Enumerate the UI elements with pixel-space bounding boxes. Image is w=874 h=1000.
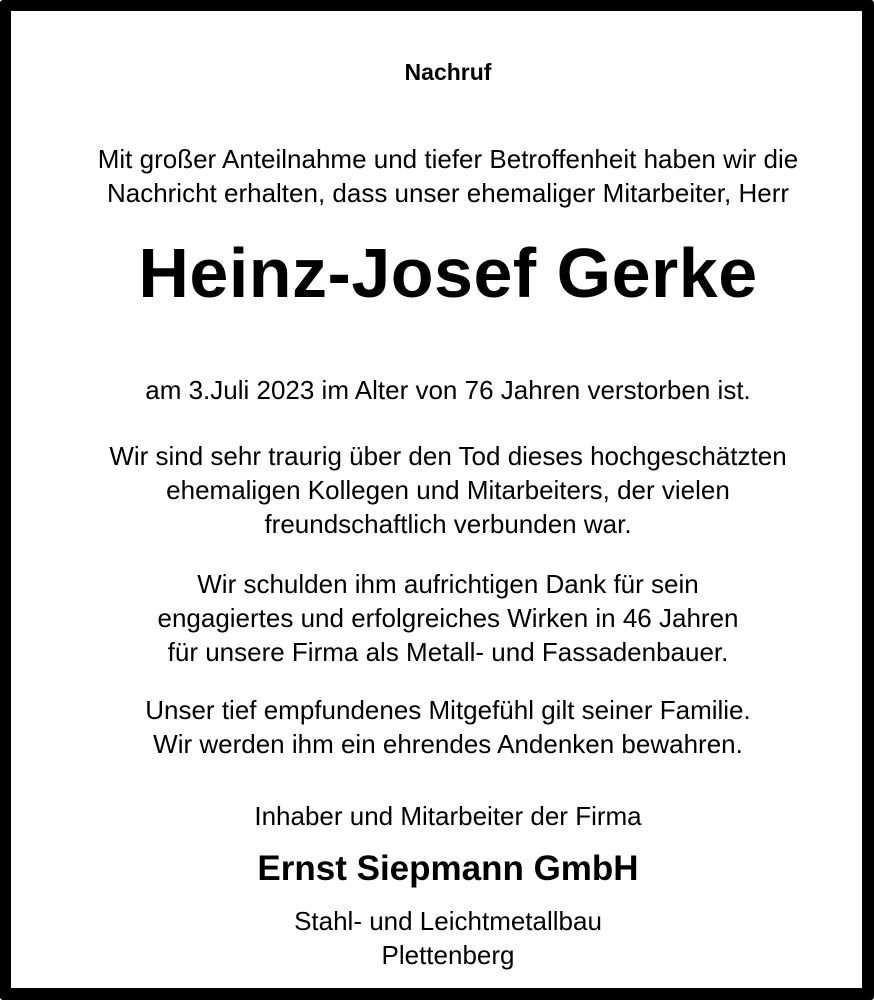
paragraph-line: Wir sind sehr traurig über den Tod dieses hochgeschätzten: [109, 441, 787, 471]
paragraph-sorrow: [11, 439, 874, 541]
paragraph-line: freundschaftlich verbunden war.: [264, 509, 632, 539]
death-statement: am 3.Juli 2023 im Alter von 76 Jahren verstorben ist.: [145, 375, 751, 405]
intro-line: Mit großer Anteilnahme und tiefer Betroffenheit haben wir die: [97, 144, 799, 174]
paragraph-line: Unser tief empfundenes Mitgefühl gilt seiner Familie.: [145, 695, 751, 725]
company-details: [11, 904, 874, 972]
paragraph-line: Wir schulden ihm aufrichtigen Dank für sein: [197, 569, 699, 599]
paragraph-line: für unsere Firma als Metall- und Fassadenbauer.: [167, 637, 729, 667]
intro-line: Nachricht erhalten, dass unser ehemaliger Mitarbeiter, Herr: [106, 178, 790, 208]
paragraph-line: Wir werden ihm ein ehrendes Andenken bewahren.: [153, 729, 743, 759]
paragraph-condolence: [11, 693, 874, 761]
paragraph-line: engagiertes und erfolgreiches Wirken in 46 Jahren: [157, 603, 739, 633]
company-city: Plettenberg: [381, 940, 515, 970]
paragraph-line: ehemaligen Kollegen und Mitarbeiters, der vielen: [166, 475, 730, 505]
signoff-text: Inhaber und Mitarbeiter der Firma: [254, 801, 642, 831]
paragraph-gratitude: [11, 567, 874, 669]
company-trade: Stahl- und Leichtmetallbau: [294, 906, 602, 936]
notice-title: Nachruf: [404, 59, 492, 85]
intro-text: [11, 142, 874, 210]
company-name: Ernst Siepmann GmbH: [257, 849, 639, 888]
deceased-name: Heinz-Josef Gerke: [138, 234, 758, 312]
